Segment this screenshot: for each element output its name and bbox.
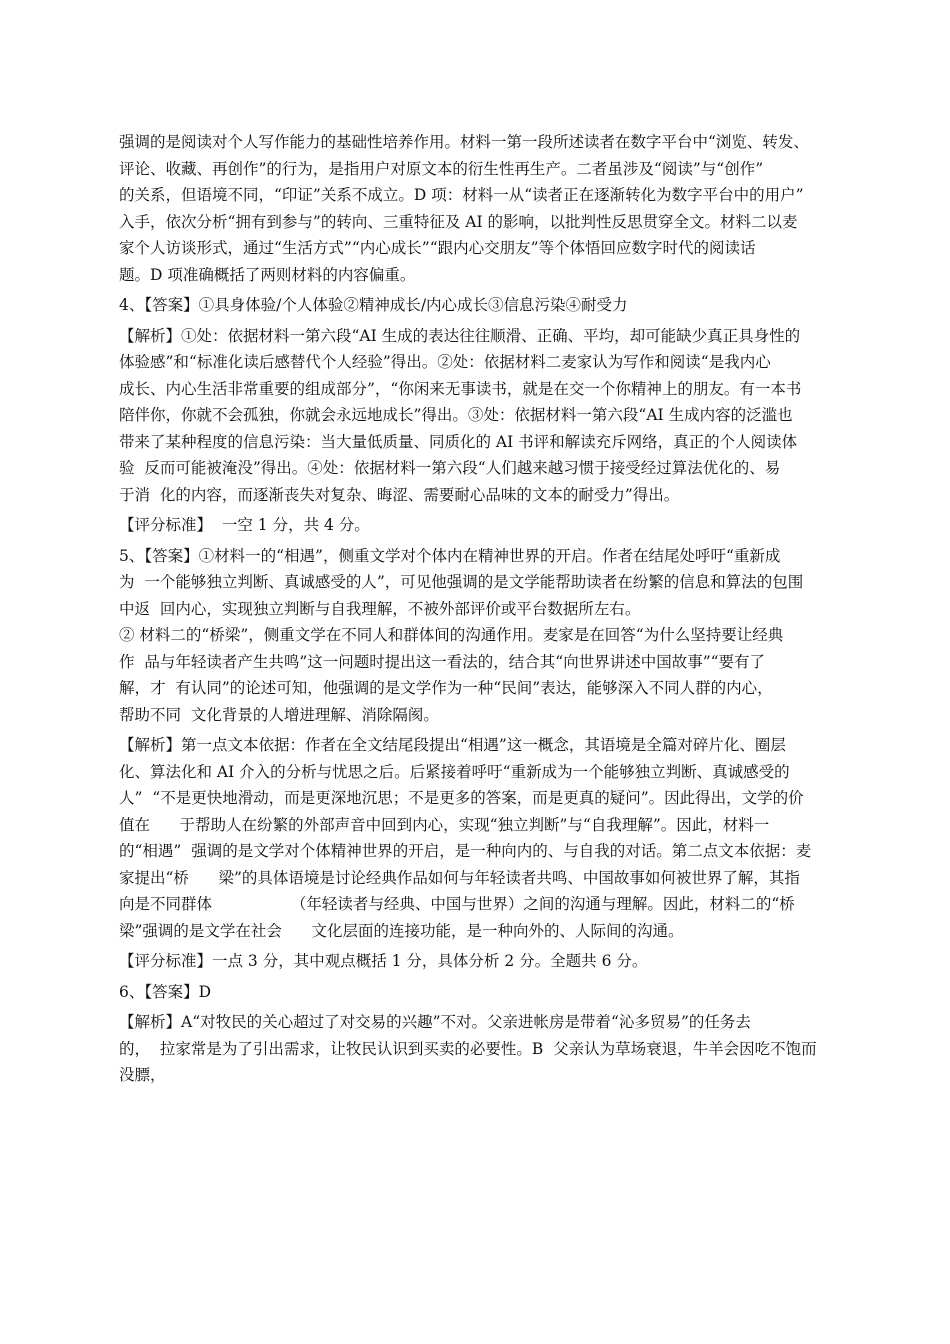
text-line: 强调的是阅读对个人写作能力的基础性培养作用。材料一第一段所述读者在数字平台中“浏览、转发、 bbox=[119, 133, 809, 151]
text-line: 值在 于帮助人在纷繁的外部声音中回到内心，实现“独立判断”与“自我理解”。因此，材料一 bbox=[119, 815, 770, 834]
text-line: 人” “不是更快地滑动，而是更深地沉思；不是更多的答案，而是更真的疑问”。因此得出，文学的价 bbox=[119, 789, 804, 807]
paragraph-q4-answer bbox=[119, 292, 849, 319]
text-line: 帮助不同 文化背景的人增进理解、消除隔阂。 bbox=[119, 705, 439, 724]
text-line: 入手，依次分析“拥有到参与”的转向、三重特征及 AI 的影响，以批判性反思贯穿全文。材料二以麦 bbox=[119, 212, 798, 231]
text-line: 的“相遇” 强调的是文学对个体精神世界的开启，是一种向内的、与自我的对话。第二点文本依据：麦 bbox=[119, 842, 812, 860]
text-line: 向是不同群体 （年轻读者与经典、中国与世界）之间的沟通与理解。因此，材料二的“桥 bbox=[119, 895, 795, 913]
paragraph-q5-scoring bbox=[119, 948, 849, 975]
text-line: 【解析】A“对牧民的关心超过了对交易的兴趣”不对。父亲进帐房是带着“沁多贸易”的任务去 bbox=[119, 1013, 751, 1031]
text-line: 【评分标准】一点 3 分，其中观点概括 1 分，具体分析 2 分。全题共 6 分。 bbox=[119, 952, 648, 970]
paragraph-q6-answer bbox=[119, 979, 849, 1006]
text-line: 的关系，但语境不同，“印证”关系不成立。D 项：材料一从“读者正在逐渐转化为数字平台中的用户” bbox=[119, 186, 804, 204]
text-line: ② 材料二的“桥梁”，侧重文学在不同人和群体间的沟通作用。麦家是在回答“为什么坚持要让经典 bbox=[119, 626, 784, 644]
text-line: 的， 拉家常是为了引出需求，让牧民认识到买卖的必要性。B 父亲认为草场衰退，牛羊会因吃不饱而 bbox=[119, 1039, 817, 1058]
text-line: 中返 回内心，实现独立判断与自我理解，不被外部评价或平台数据所左右。 bbox=[119, 599, 641, 618]
paragraph-q4-scoring bbox=[119, 512, 849, 539]
text-line: 化、算法化和 AI 介入的分析与忧思之后。后紧接着呼吁“重新成为一个能够独立判断、真诚感受的 bbox=[119, 762, 790, 781]
text-line: 【解析】①处：依据材料一第六段“AI 生成的表达往往顺滑、正确、平均，却可能缺少真正具身性的 bbox=[119, 326, 801, 345]
text-line: 带来了某种程度的信息污染：当大量低质量、同质化的 AI 书评和解读充斥网络，真正的个人阅读体 bbox=[119, 432, 798, 451]
paragraph-q4-analysis bbox=[119, 323, 849, 509]
paragraph-q5-analysis bbox=[119, 732, 849, 944]
text-line: 家个人访谈形式，通过“生活方式”“内心成长”“跟内心交朋友”等个体悟回应数字时代的阅读话 bbox=[119, 239, 756, 257]
text-line: 题。D 项准确概括了两则材料的内容偏重。 bbox=[119, 265, 416, 284]
paragraph-q6-analysis bbox=[119, 1009, 849, 1089]
text-line: 解，才 有认同”的论述可知，他强调的是文学作为一种“民间”表达，能够深入不同人群的内心， bbox=[119, 679, 773, 697]
text-line: 【评分标准】 一空 1 分，共 4 分。 bbox=[119, 516, 370, 534]
text-line: 【解析】第一点文本依据：作者在全文结尾段提出“相遇”这一概念，其语境是全篇对碎片化、圈层 bbox=[119, 736, 786, 754]
text-line: 评论、收藏、再创作”的行为，是指用户对原文本的衍生性再生产。二者虽涉及“阅读”与“创作” bbox=[119, 159, 764, 178]
text-line: 陪伴你，你就不会孤独，你就会永远地成长”得出。③处：依据材料一第六段“AI 生成内容的泛滥也 bbox=[119, 406, 793, 424]
text-line: 没膘， bbox=[119, 1066, 166, 1084]
text-line: 梁”强调的是文学在社会 文化层面的连接功能，是一种向外的、人际间的沟通。 bbox=[119, 921, 684, 940]
text-line: 体验感”和“标准化读后感替代个人经验”得出。②处：依据材料二麦家认为写作和阅读“是我内心 bbox=[119, 353, 771, 371]
paragraph-q5-answer bbox=[119, 543, 849, 729]
text-line: 家提出“桥 梁”的具体语境是讨论经典作品如何与年轻读者共鸣、中国故事如何被世界了解，其指 bbox=[119, 868, 800, 887]
text-line: 于消 化的内容，而逐渐丧失对复杂、晦涩、需要耐心品味的文本的耐受力”得出。 bbox=[119, 485, 680, 504]
text-line: 4、【答案】①具身体验/个人体验②精神成长/内心成长③信息污染④耐受力 bbox=[119, 296, 628, 314]
paragraph-q3-analysis-continued bbox=[119, 129, 849, 288]
text-line: 验 反而可能被淹没”得出。④处：依据材料一第六段“人们越来越习惯于接受经过算法优化的、易 bbox=[119, 459, 781, 477]
document-body bbox=[119, 129, 849, 1089]
text-line: 为 一个能够独立判断、真诚感受的人”，可见他强调的是文学能帮助读者在纷繁的信息和算法的包围 bbox=[119, 573, 804, 591]
text-line: 6、【答案】D bbox=[119, 982, 212, 1001]
text-line: 作 品与年轻读者产生共鸣”这一问题时提出这一看法的，结合其“向世界讲述中国故事”“要有了 bbox=[119, 652, 766, 671]
text-line: 5、【答案】①材料一的“相遇”，侧重文学对个体内在精神世界的开启。作者在结尾处呼吁“重新成 bbox=[119, 546, 781, 565]
text-line: 成长、内心生活非常重要的组成部分”，“你闲来无事读书，就是在交一个你精神上的朋友。有一本书 bbox=[119, 379, 802, 398]
